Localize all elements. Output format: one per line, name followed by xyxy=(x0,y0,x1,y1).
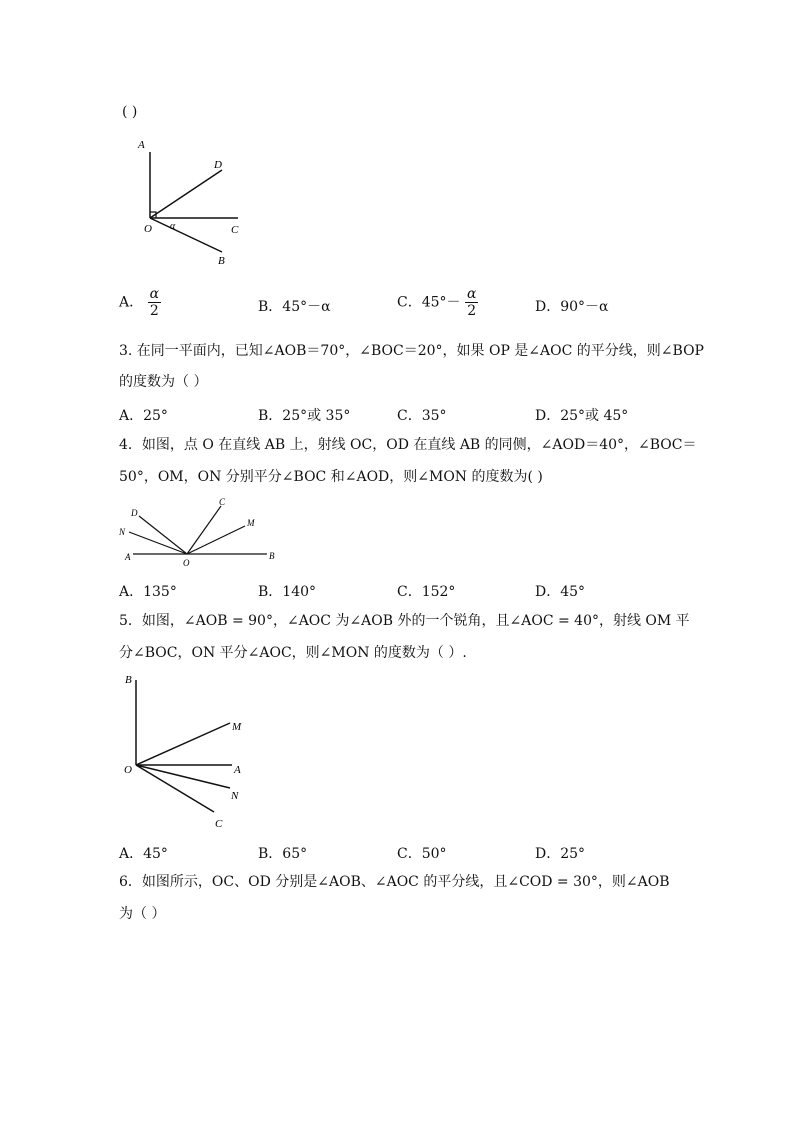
ray-oc xyxy=(136,765,214,812)
q2-option-c[interactable]: C．45°－ $\frac{\alpha}{2}$ xyxy=(397,286,477,319)
label-o: O xyxy=(144,223,152,235)
ray-oc xyxy=(187,506,221,554)
q3-stem-line2: 的度数为（ ） xyxy=(119,374,208,390)
q5-stem-line1: 5．如图，∠AOB = 90°，∠AOC 为∠AOB 外的一个锐角，且∠AOC = 40°，射线 OM 平 xyxy=(119,613,690,629)
ray-om xyxy=(136,723,230,765)
label-m: M xyxy=(247,518,255,528)
label-c: C xyxy=(231,224,239,236)
q6-stem-line1: 6．如图所示，OC、OD 分别是∠AOB、∠AOC 的平分线，且∠COD = 30°，则∠AOB xyxy=(119,874,670,890)
label-o: O xyxy=(124,764,132,776)
q6-stem-line2: 为（ ） xyxy=(119,906,166,922)
q2-answer-bracket: ( ) xyxy=(122,104,138,120)
ray-on xyxy=(136,765,230,788)
label-a: A xyxy=(138,139,145,151)
ray-on xyxy=(129,532,187,554)
q4-option-b[interactable]: B．140° xyxy=(258,584,317,600)
fraction-alpha-over-2: $\frac{\alpha}{2}$ xyxy=(467,286,477,319)
ray-od xyxy=(139,516,187,554)
q2-option-b[interactable]: B．45°－α xyxy=(258,299,331,315)
q4-stem-line1: 4．如图，点 O 在直线 AB 上，射线 OC，OD 在直线 AB 的同侧，∠AOD＝40°，∠BOC＝ xyxy=(119,437,697,453)
q3-option-b[interactable]: B．25°或 35° xyxy=(258,408,351,424)
label-m: M xyxy=(232,721,242,733)
label-a: A xyxy=(125,552,131,562)
label-b: B xyxy=(269,551,275,561)
q2-figure xyxy=(130,132,260,276)
q5-figure xyxy=(118,668,258,840)
fraction-alpha-over-2: $\frac{\alpha}{2}$ xyxy=(149,286,160,319)
q5-option-b[interactable]: B．65° xyxy=(258,846,308,862)
label-alpha: α xyxy=(170,221,176,232)
label-c: C xyxy=(219,497,226,507)
label-o: O xyxy=(183,558,190,568)
q4-figure xyxy=(115,494,285,574)
q4-option-a[interactable]: A．135° xyxy=(119,584,177,600)
label-d: D xyxy=(131,508,138,518)
label-d: D xyxy=(214,159,222,171)
ray-od xyxy=(150,170,222,218)
label-b: B xyxy=(218,255,225,267)
q5-option-c[interactable]: C．50° xyxy=(397,846,447,862)
label-b: B xyxy=(125,674,132,686)
ray-ob xyxy=(150,218,222,252)
q2-option-a[interactable]: A． $\frac{\alpha}{2}$ xyxy=(119,286,160,319)
q3-option-a[interactable]: A．25° xyxy=(119,408,168,424)
q5-option-d[interactable]: D．25° xyxy=(535,846,586,862)
q5-option-a[interactable]: A．45° xyxy=(119,846,168,862)
q5-stem-line2: 分∠BOC，ON 平分∠AOC，则∠MON 的度数为（ ）. xyxy=(119,645,467,661)
q4-stem-line2: 50°，OM，ON 分别平分∠BOC 和∠AOD，则∠MON 的度数为( ) xyxy=(119,469,543,485)
q3-option-d[interactable]: D．25°或 45° xyxy=(535,408,629,424)
q2-option-d[interactable]: D．90°－α xyxy=(535,299,609,315)
label-a: A xyxy=(234,764,241,776)
q4-option-c[interactable]: C．152° xyxy=(397,584,456,600)
q3-option-c[interactable]: C．35° xyxy=(397,408,447,424)
q3-stem-line1: 3. 在同一平面内，已知∠AOB＝70°，∠BOC＝20°，如果 OP 是∠AOC 的平分线，则∠BOP xyxy=(119,343,704,359)
label-n: N xyxy=(231,790,239,802)
label-n: N xyxy=(119,527,126,537)
ray-om xyxy=(187,526,245,554)
label-c: C xyxy=(215,818,223,830)
q4-option-d[interactable]: D．45° xyxy=(535,584,586,600)
